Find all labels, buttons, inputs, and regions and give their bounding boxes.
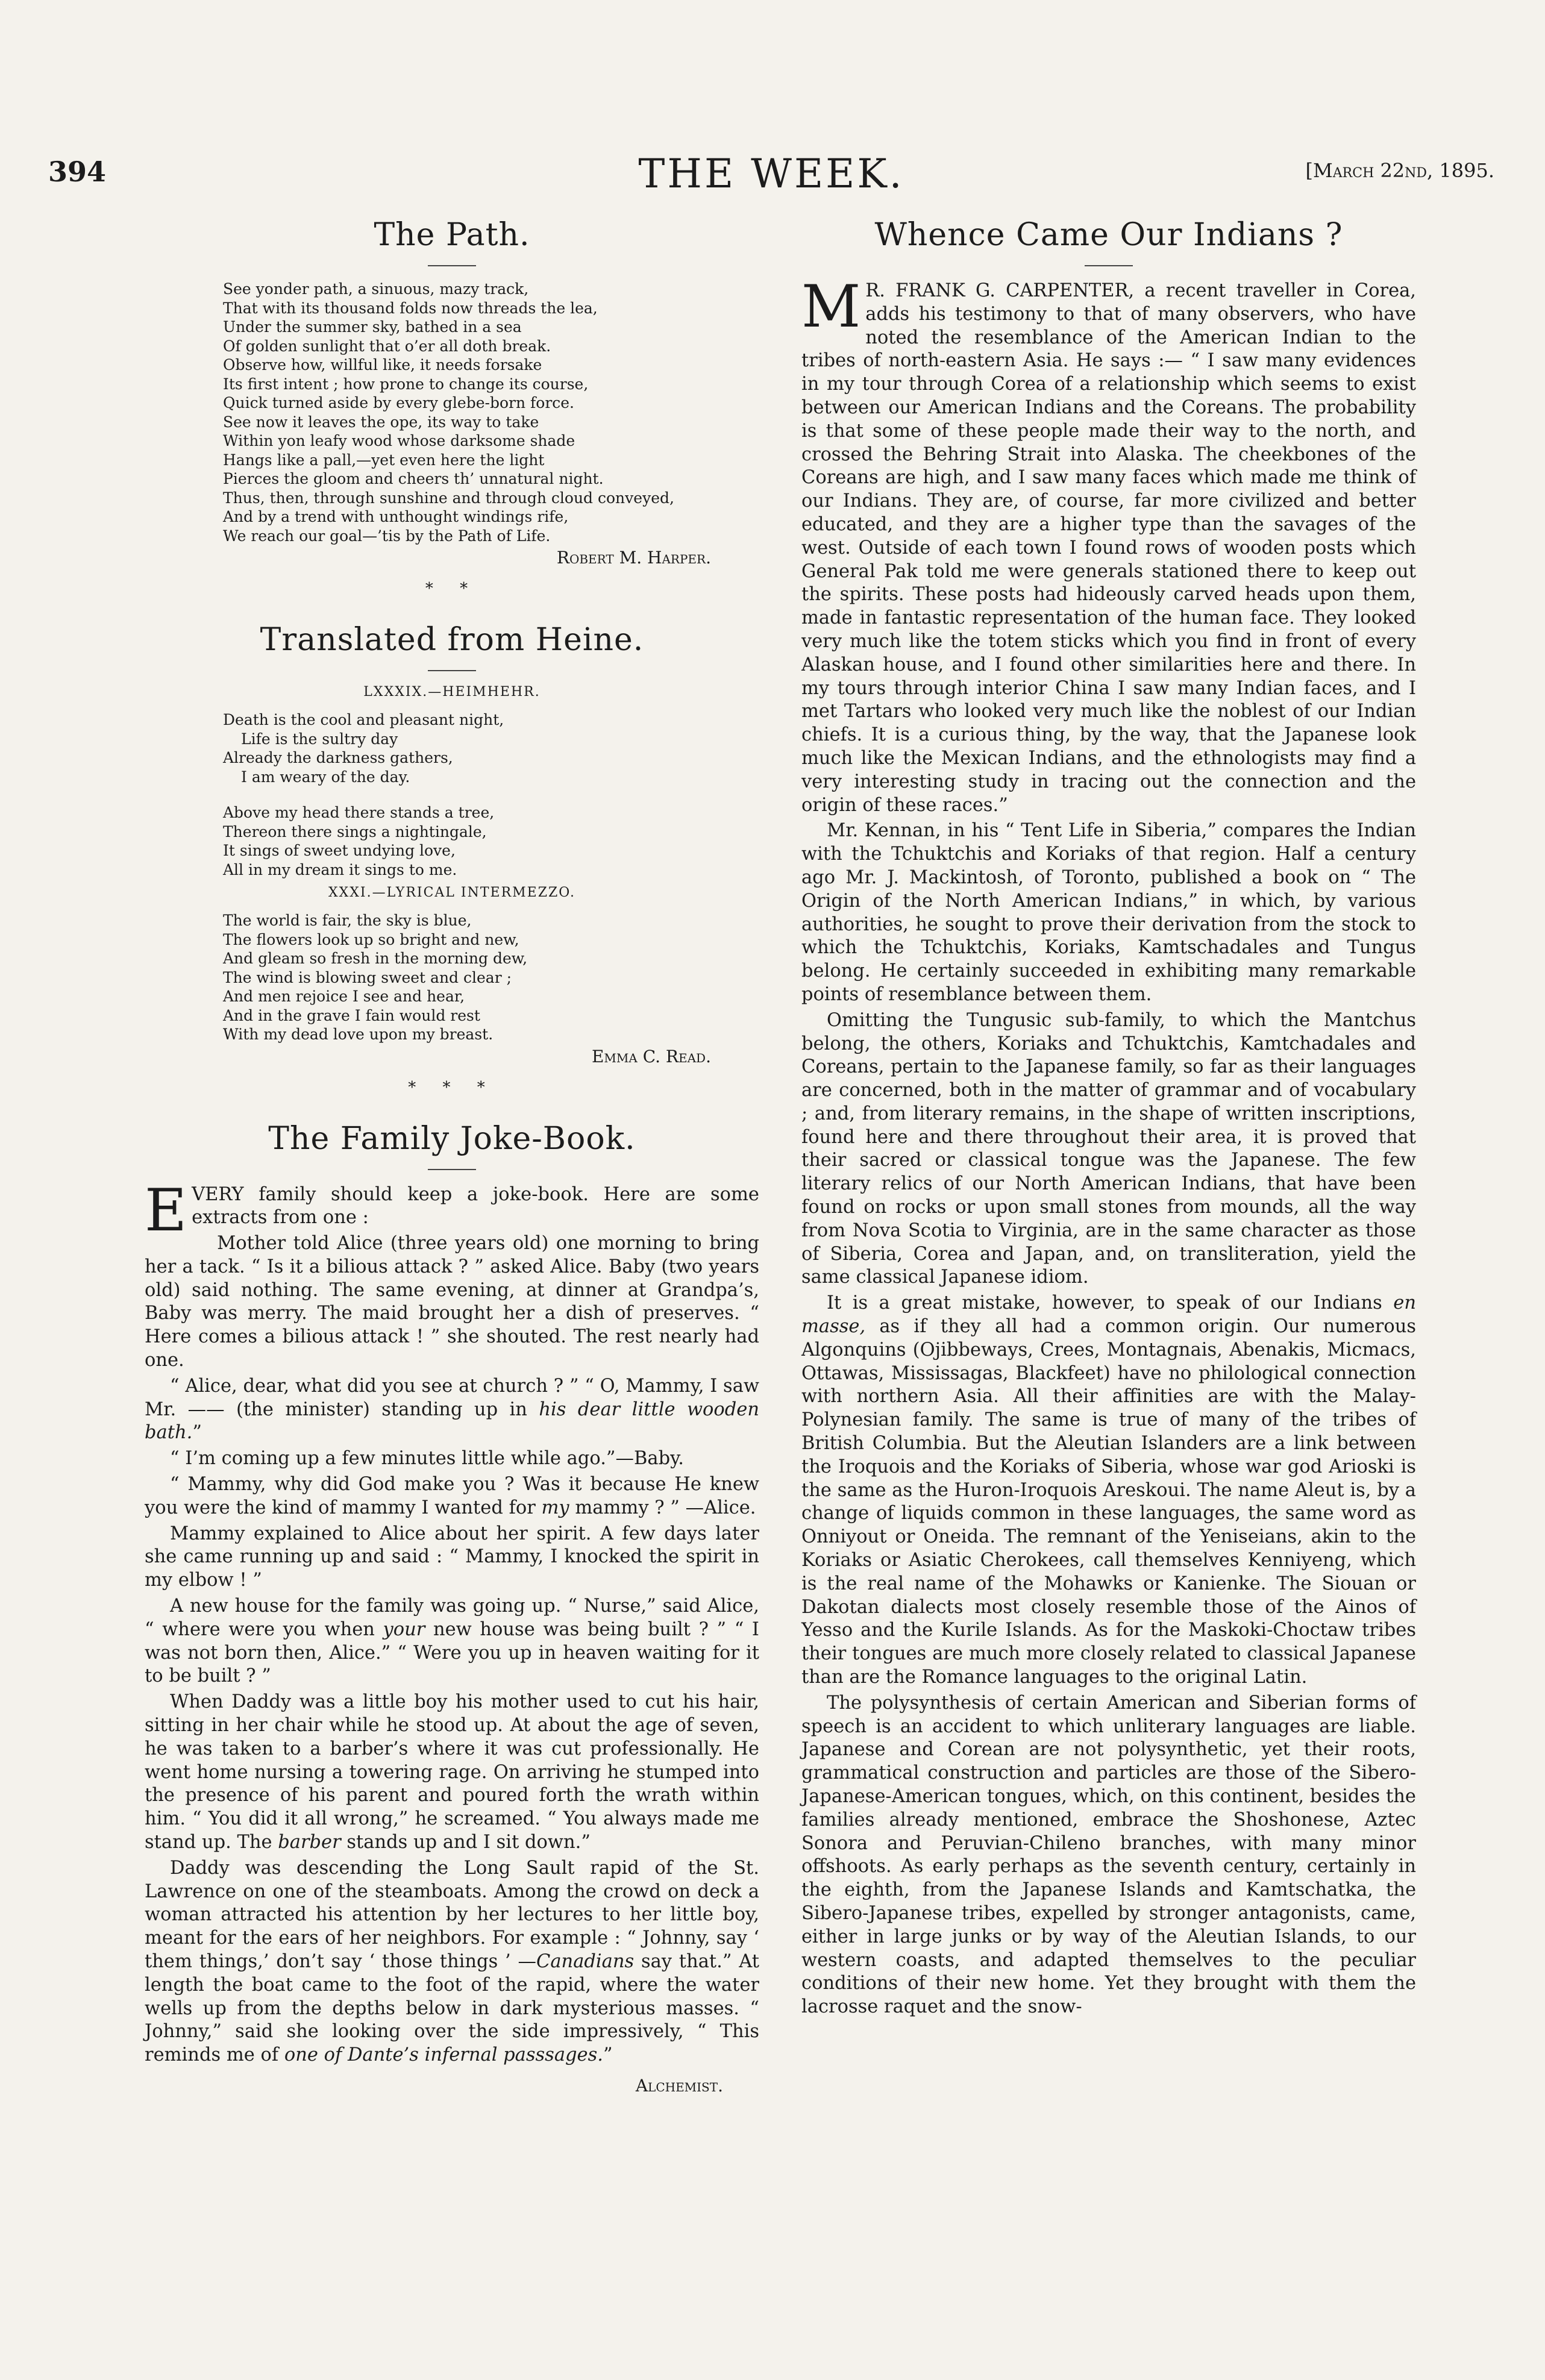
emphasis-text: Canadians xyxy=(536,1951,635,1972)
stanza-gap xyxy=(223,786,759,803)
text-run: “ Mammy, why did God make you ? Was it because He knew you were the kind of mammy I wanted for xyxy=(145,1474,759,1518)
poem-line: See now it leaves the ope, its way to take xyxy=(223,413,539,431)
masthead-title: THE WEEK. xyxy=(638,151,904,197)
poem-line: The wind is blowing sweet and clear ; xyxy=(223,968,512,986)
paragraph xyxy=(145,1595,759,1688)
text-run: ” xyxy=(603,2044,613,2066)
text-run: When Daddy was a little boy his mother used to cut his hair, sitting in her chair while he stood up. At about the age of seven, he was taken to a barber’s where it was cut professionally. He went home nursing a towering rage. On arriving he stumped into the presence of his parent and poured forth the wrath within him. “ You did it all wrong,” he screamed. “ You always made me stand up. The xyxy=(145,1691,759,1853)
poem-line: And in the grave I fain would rest xyxy=(223,1006,480,1024)
poem-line: And men rejoice I see and hear, xyxy=(223,988,465,1005)
article-heading: The Path. xyxy=(374,217,530,253)
page-number: 394 xyxy=(48,155,107,188)
poem-line: The flowers look up so bright and new, xyxy=(223,930,519,948)
emphasis-text: my xyxy=(541,1497,569,1518)
poem-line: Within yon leafy wood whose darksome shade xyxy=(223,432,575,449)
author-signature: Emma C. Read. xyxy=(591,1046,711,1066)
author-signature: Robert M. Harper. xyxy=(556,548,711,568)
poem-line: Above my head there stands a tree, xyxy=(223,804,495,821)
heading-rule xyxy=(428,265,476,266)
emphasis-text: his dear little wooden bath. xyxy=(145,1398,759,1444)
poem-line: Quick turned aside by every glebe-born force. xyxy=(223,394,575,412)
poem-part-label: LXXXIX.—HEIMHEHR. xyxy=(363,684,541,700)
article-heading: Whence Came Our Indians ? xyxy=(874,217,1343,253)
section-asterism: * * * xyxy=(408,1078,496,1097)
poem-line: Pierces the gloom and cheers th’ unnatural night. xyxy=(223,470,604,487)
poem-line: Life is the sultry day xyxy=(241,730,398,748)
poem-line: Already the darkness gathers, xyxy=(223,749,453,766)
poem-line: Observe how, willful like, it needs forsake xyxy=(223,356,542,374)
poem-line: Its first intent ; how prone to change its course, xyxy=(223,375,589,393)
poem-the-path xyxy=(145,217,759,598)
right-column xyxy=(801,217,1416,2021)
text-run: new house was being built ? ” “ I was not born then, Alice.” “ Were you up in heaven waiting for it to be built ? ” xyxy=(145,1618,759,1687)
text-run: say that.” At length the boat came to the foot of the rapid, where the water wells up from the depths below in dark mysterious masses. “ Johnny,” said she looking over the side impressively, “ This reminds me of xyxy=(145,1951,759,2066)
heading-rule xyxy=(428,670,476,671)
article-heading: The Family Joke-Book. xyxy=(268,1120,636,1157)
text-run: Daddy was descending the Long Sault rapid of the St. Lawrence on one of the steamboats. Among the crowd on deck a woman attracted his attention by her lectures to her little boy, meant for the ears of her neighbors. For example : “ Johnny, say ‘ them things,’ don’t say ‘ those things ’ — xyxy=(145,1857,759,1972)
article-joke-book xyxy=(145,1121,759,2096)
poem-line: Thereon there sings a nightingale, xyxy=(223,822,487,841)
page-header xyxy=(48,151,1494,204)
section-asterism: * * xyxy=(425,580,479,598)
paragraph xyxy=(145,1691,759,1855)
text-run: mammy ? ” —Alice. xyxy=(569,1497,756,1518)
poem-body xyxy=(223,280,759,545)
paragraph: MR. FRANK G. CARPENTER, a recent traveller in Corea, adds his testimony to that of many observers, who have noted the resemblance of the American Indian to the tribes of north-eastern Asia. He says :— “ I saw many evidences in my tour through Corea of a relationship which seems to exist between our American Indians and the Coreans. The probability is that some of these people made their way to the north, and crossed the Behring Strait into Alaska. The cheekbones of the Coreans are high, and I saw many faces which made me think of our Indians. They are, of course, far more civilized and better educated, and they are a higher type than the savages of the west. Outside of each town I found rows of wooden posts which General Pak told me were generals stationed there to keep out the spirits. These posts had hideously carved heads upon them, made in fantastic representation of the human face. They looked very much like the totem sticks which you find in front of every Alaskan house, and I found other similarities here and there. In my tours through interior China I saw many Indian faces, and I met Tartars who looked very much like the noblest of our Indian chiefs. It is a curious thing, by the way, that the Japanese look much like the Mexican Indians, and the ethnologists may find a very interesting study in tracing out the connection and the origin of these races.” xyxy=(801,273,1416,816)
paragraph: Omitting the Tungusic sub-family, to which the Mantchus belong, the others, Koriaks and Tchuktchis, Kamtchadales and Coreans, pertain to the Japanese family, so far as their languages are concerned, both in the matter of grammar and of vocabulary ; and, from literary remains, in the shape of written inscriptions, found here and there throughout their area, it is proved that their sacred or classical tongue was the Japanese. The few literary relics of our North American Indians, that have been found on rocks or upon small stones from mounds, all the way from Nova Scotia to Virginia, are in the same character as those of Siberia, Corea and Japan, and, on transliteration, yield the same classical Japanese idiom. xyxy=(801,1009,1416,1288)
text-run: as if they all had a common origin. Our numerous Algonquins (Ojibbeways, Crees, Montagnais, Abenakis, Micmacs, Ottawas, Mississagas, Blackfeet) have no philological connection with northern Asia. All their affinities are with the Malay-Polynesian family. The same is true of many of the tribes of British Columbia. But the Aleutian Islanders are a link between the Iroquois and the Koriaks of Siberia, whose war god Arioski is the same as the Huron-Iroquois Areskoui. The name Aleut is, by a change of liquids common in these languages, the same word as Onniyout or Oneida. The remnant of the Yeniseians, akin to the Koriaks or Asiatic Cherokees, call themselves Kenniyeng, which is the real name of the Mohawks or Kanienke. The Siouan or Dakotan dialects most closely resemble those of the Ainos of Yesso and the Kurile Islands. As for the Maskoki-Choctaw tribes their tongues are much more closely related to classical Japanese than are the Romance languages to the original Latin. xyxy=(801,1316,1416,1688)
text-run: It is a great mistake, however, to speak of our Indians xyxy=(827,1292,1394,1314)
text-run: stands up and I sit down.” xyxy=(340,1832,591,1853)
text-run: A new house for the family was going up. “ Nurse,” said Alice, “ where were you when xyxy=(145,1596,759,1640)
paragraph: Mother told Alice (three years old) one morning to bring her a tack. “ Is it a bilious attack ? ” asked Alice. Baby (two years old) said nothing. The same evening, at dinner at Grandpa’s, Baby was merry. The maid brought her a dish of preserves. “ Here comes a bilious attack ! ” she shouted. The rest nearly had one. xyxy=(145,1233,759,1371)
poem-line: We reach our goal—’tis by the Path of Life. xyxy=(223,527,551,545)
poem-body xyxy=(223,911,759,1044)
article-indians xyxy=(801,217,1416,2019)
poem-body xyxy=(223,710,759,879)
paragraph xyxy=(145,1375,759,1445)
poem-line: Under the summer sky, bathed in a sea xyxy=(223,318,522,336)
paragraph xyxy=(145,1473,759,1520)
emphasis-text: your xyxy=(383,1618,425,1640)
poem-part-label: XXXI.—LYRICAL INTERMEZZO. xyxy=(328,885,576,900)
heading-rule xyxy=(1085,265,1133,266)
heading-rule xyxy=(428,1169,476,1170)
paragraph xyxy=(801,1292,1416,1689)
poem-line: See yonder path, a sinuous, mazy track, xyxy=(223,280,529,298)
author-signature: Alchemist. xyxy=(635,2075,723,2096)
poem-line: Of golden sunlight that o’er all doth break. xyxy=(223,337,551,355)
poem-line: That with its thousand folds now threads the lea, xyxy=(223,299,598,317)
left-column xyxy=(145,217,759,2096)
poem-line: And by a trend with unthought windings rife, xyxy=(223,508,569,525)
text-run: “ Alice, dear, what did you see at church ? ” “ O, Mammy, I saw Mr. —— (the minister) standing up in xyxy=(145,1375,759,1420)
paragraph: Mammy explained to Alice about her spirit. A few days later she came running up and said : “ Mammy, I knocked the spirit in my elbow ! ” xyxy=(145,1523,759,1591)
poem-line: I am weary of the day. xyxy=(241,768,410,786)
poem-line: Hangs like a pall,—yet even here the light xyxy=(223,451,545,469)
paragraph: Mr. Kennan, in his “ Tent Life in Siberia,” compares the Indian with the Tchuktchis and Koriaks of that region. Half a century ago Mr. J. Mackintosh, of Toronto, published a book on “ The Origin of the North American Indians,” in which, by various authorities, he sought to prove their derivation from the stock to which the Tchuktchis, Koriaks, Kamtschadales and Tungus belong. He certainly succeeded in exhibiting many remarkable points of resemblance between them. xyxy=(801,820,1416,1005)
poem-heine xyxy=(145,622,759,1097)
poem-line: The world is fair, the sky is blue, xyxy=(223,912,472,929)
poem-line: It sings of sweet undying love, xyxy=(223,842,456,859)
emphasis-text: barber xyxy=(278,1832,341,1853)
poem-line: And gleam so fresh in the morning dew, xyxy=(223,950,528,967)
emphasis-text: en masse, xyxy=(801,1292,1416,1338)
poem-line: Thus, then, through sunshine and through cloud conveyed, xyxy=(223,489,674,507)
paragraph: “ I’m coming up a few minutes little while ago.”—Baby. xyxy=(170,1448,684,1470)
poem-line: With my dead love upon my breast. xyxy=(223,1026,494,1043)
paragraph xyxy=(145,1857,759,2067)
poem-line: All in my dream it sings to me. xyxy=(223,860,457,878)
paragraph: The polysynthesis of certain American and Siberian forms of speech is an accident to which unliterary languages are liable. Japanese and Corean are not polysynthetic, yet their roots, grammatical construction and particles are those of the Sibero-Japanese-American tongues, which, on this continent, besides the families already mentioned, embrace the Shoshonese, Aztec Sonora and Peruvian-Chileno branches, with many minor offshoots. As early perhaps as the seventh century, certainly in the eighth, from the Japanese Islands and Kamtschatka, the Sibero-Japanese tribes, expelled by stronger antagonists, came, either in large junks or by way of the Aleutian Islands, to our western coasts, and adapted themselves to the peculiar conditions of their new home. Yet they brought with them the lacrosse raquet and the snow- xyxy=(801,1692,1416,2018)
article-heading: Translated from Heine. xyxy=(260,622,644,658)
poem-line: Death is the cool and pleasant night, xyxy=(223,711,504,728)
emphasis-text: one of Dante’s infernal passsages. xyxy=(284,2044,603,2066)
issue-date: [March 22nd, 1895. xyxy=(1305,159,1494,182)
paragraph: EVERY family should keep a joke-book. Here are some extracts from one : xyxy=(145,1176,759,1244)
text-run: ” xyxy=(192,1422,202,1444)
